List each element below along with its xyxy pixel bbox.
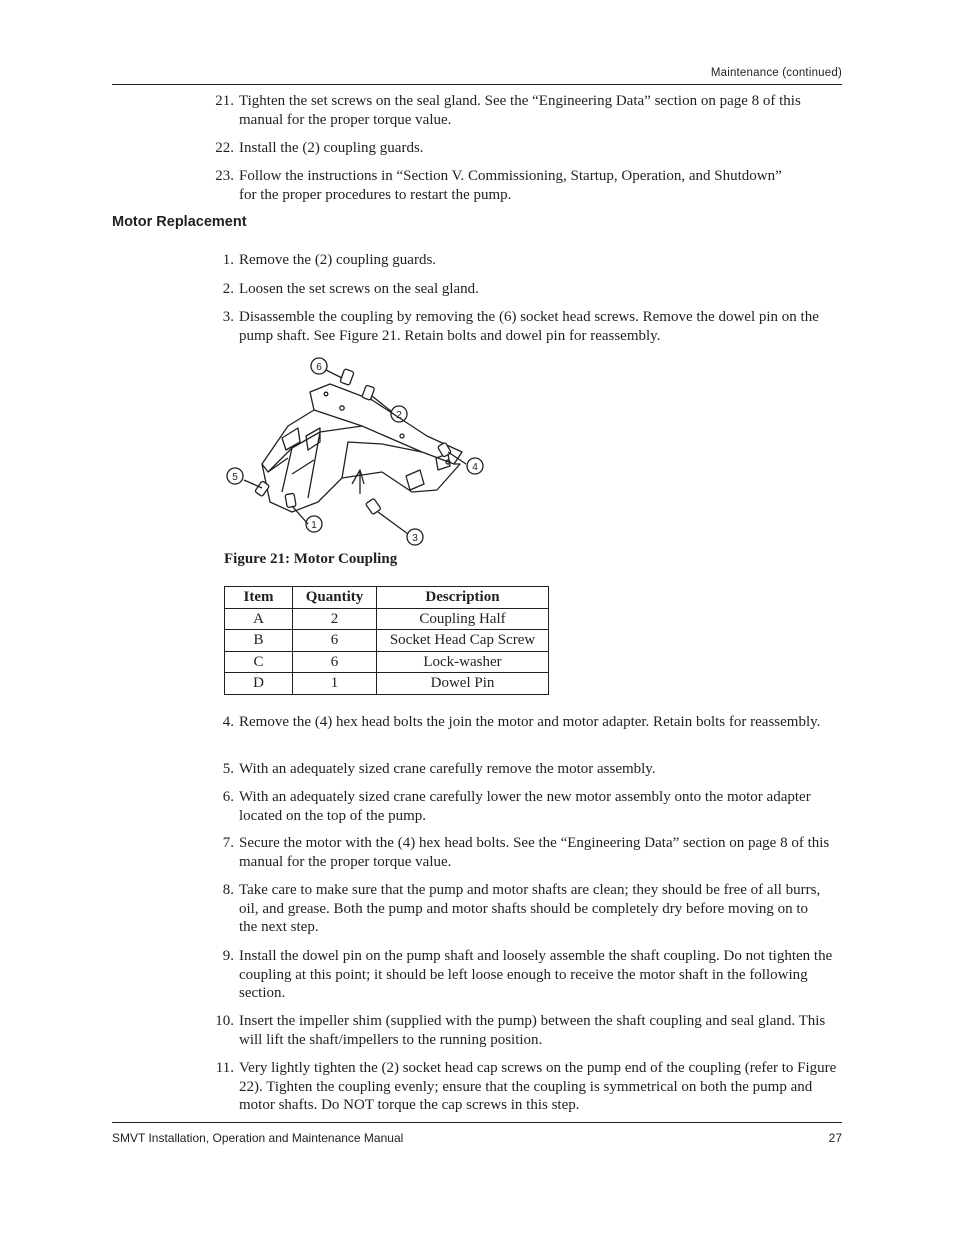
step-2	[222, 280, 839, 299]
step-text: Insert the impeller shim (supplied with the pump) between the shaft coupling and seal gland. This will lift the shaft/impellers to the running position.	[239, 1013, 826, 1048]
table-cell: Coupling Half	[377, 608, 549, 630]
step-text: Remove the (4) hex head bolts the join the motor and motor adapter. Retain bolts for reassembly.	[239, 714, 821, 730]
section-heading: Motor Replacement	[112, 214, 247, 230]
step-text: Secure the motor with the (4) hex head bolts. See the “Engineering Data” section on page 8 of this manual for the proper torque value.	[239, 835, 830, 870]
callout-label: 1	[311, 520, 317, 531]
table-cell: A	[225, 608, 293, 630]
table-cell: 6	[293, 630, 377, 652]
step-number: 22.	[215, 140, 234, 156]
callout-label: 5	[232, 472, 238, 483]
footer-manual-title: SMVT Installation, Operation and Maintenance Manual	[112, 1131, 404, 1145]
step-text: Tighten the set screws on the seal gland. See the “Engineering Data” section on page 8 of this manual for the proper torque value.	[239, 93, 801, 128]
table-cell: Dowel Pin	[377, 673, 549, 695]
table-cell: B	[225, 630, 293, 652]
step-number: 3.	[222, 309, 234, 325]
step-4	[222, 713, 829, 732]
step-1	[222, 251, 839, 270]
step-text: Loosen the set screws on the seal gland.	[239, 281, 479, 297]
step-text: Very lightly tighten the (2) socket head cap screws on the pump end of the coupling (refer to Figure 22). Tighten the coupling evenly; ensure that the coupling is symmetrical on both the pump and motor shafts. Do NOT torque the cap screws in this step.	[239, 1060, 837, 1113]
table-row	[225, 608, 549, 630]
table-cell: Socket Head Cap Screw	[377, 630, 549, 652]
callout-label: 6	[316, 362, 322, 373]
step-11	[215, 1059, 841, 1115]
table-cell: C	[225, 651, 293, 673]
step-9	[222, 947, 834, 1003]
table-cell: 2	[293, 608, 377, 630]
callout-label: 3	[412, 533, 418, 544]
table-cell: 1	[293, 673, 377, 695]
step-number: 8.	[222, 882, 234, 898]
step-number: 21.	[215, 93, 234, 109]
step-6	[222, 788, 839, 825]
step-number: 23.	[215, 168, 234, 184]
motor-coupling-illustration	[222, 352, 492, 550]
parts-table	[224, 586, 549, 695]
table-cell: Lock-washer	[377, 651, 549, 673]
step-number: 9.	[222, 948, 234, 964]
column-header: Quantity	[293, 587, 377, 609]
step-22	[215, 139, 839, 158]
step-3	[222, 308, 839, 345]
table-cell: 6	[293, 651, 377, 673]
step-number: 5.	[222, 761, 234, 777]
step-text: Remove the (2) coupling guards.	[239, 252, 437, 268]
step-10	[215, 1012, 829, 1049]
step-number: 11.	[215, 1060, 234, 1076]
column-header: Item	[225, 587, 293, 609]
page-number: 27	[828, 1131, 842, 1145]
step-number: 4.	[222, 714, 234, 730]
header-rule	[112, 84, 842, 85]
step-8	[222, 881, 824, 937]
callout-label: 4	[472, 462, 478, 473]
step-text: With an adequately sized crane carefully remove the motor assembly.	[239, 761, 656, 777]
footer-rule	[112, 1122, 842, 1123]
step-number: 6.	[222, 789, 234, 805]
step-number: 10.	[215, 1013, 234, 1029]
step-text: Disassemble the coupling by removing the (6) socket head screws. Remove the dowel pin on the pump shaft. See Figure 21. Retain bolts and dowel pin for reassembly.	[239, 309, 819, 344]
step-21	[215, 92, 839, 129]
step-text: With an adequately sized crane carefully lower the new motor assembly onto the motor adapter located on the top of the pump.	[239, 789, 811, 824]
step-text: Take care to make sure that the pump and motor shafts are clean; they should be free of all burrs, oil, and grease. Both the pump and motor shafts should be completely dry before moving on to the next step.	[239, 882, 821, 935]
table-row	[225, 673, 549, 695]
step-text: Install the dowel pin on the pump shaft and loosely assemble the shaft coupling. Do not tighten the coupling at this point; it should be left loose enough to receive the motor shaft in the following section.	[239, 948, 833, 1001]
figure-caption: Figure 21: Motor Coupling	[224, 551, 398, 567]
callout-label: 2	[396, 410, 402, 421]
table-row	[225, 651, 549, 673]
step-text: Follow the instructions in “Section V. Commissioning, Startup, Operation, and Shutdown” for the proper procedures to restart the pump.	[239, 168, 782, 203]
table-cell: D	[225, 673, 293, 695]
running-head: Maintenance (continued)	[710, 67, 842, 79]
step-7	[222, 834, 841, 871]
step-23	[215, 167, 799, 204]
table-header-row	[225, 587, 549, 609]
step-text: Install the (2) coupling guards.	[239, 140, 424, 156]
step-number: 7.	[222, 835, 234, 851]
column-header: Description	[377, 587, 549, 609]
step-5	[222, 760, 839, 779]
step-number: 1.	[222, 252, 234, 268]
table-row	[225, 630, 549, 652]
step-number: 2.	[222, 281, 234, 297]
